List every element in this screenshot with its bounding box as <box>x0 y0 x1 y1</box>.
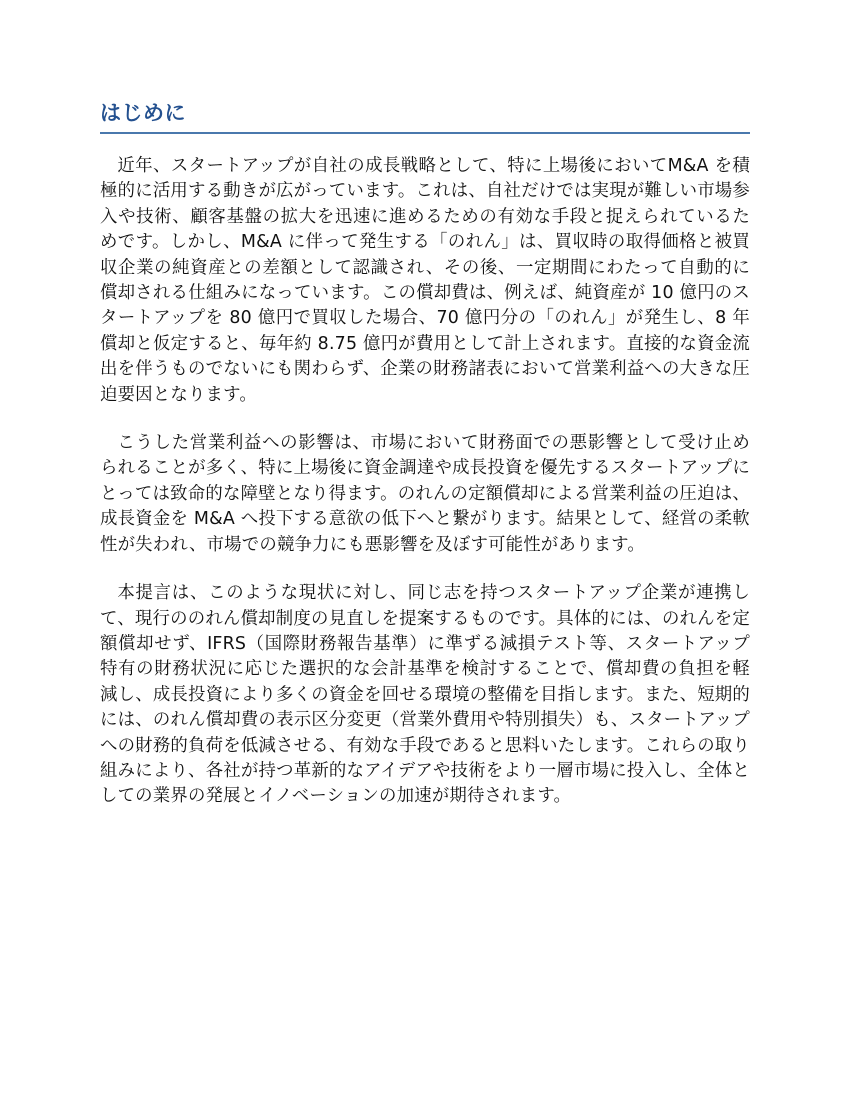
paragraph-2: こうした営業利益への影響は、市場において財務面での悪影響として受け止められることが多く、特に上場後に資金調達や成長投資を優先するスタートアップにとっては致命的な障壁となり得ます。のれんの定額償却による営業利益の圧迫は、成長資金を M&A へ投下する意欲の低下へと繋がります。結果として、経営の柔軟性が失われ、市場での競争力にも悪影響を及ぼす可能性があります。 <box>100 433 750 555</box>
document-page <box>100 0 750 833</box>
section-heading: はじめに <box>100 0 750 134</box>
paragraph-1: 近年、スタートアップが自社の成長戦略として、特に上場後においてM&A を積極的に活用する動きが広がっています。これは、自社だけでは実現が難しい市場参入や技術、顧客基盤の拡大を迅速に進めるための有効な手段と捉えられているためです。しかし、M&A に伴って発生する「のれん」は、買収時の取得価格と被買収企業の純資産との差額として認識され、その後、一定期間にわたって自動的に償却される仕組みになっています。この償却費は、例えば、純資産が 10 億円のスタートアップを 80 億円で買収した場合、70 億円分の「のれん」が発生し、8 年償却と仮定すると、毎年約 8.75 億円が費用として計上されます。直接的な資金流出を伴うものでないにも関わらず、企業の財務諸表において営業利益への大きな圧迫要因となります。 <box>100 156 750 405</box>
paragraph-3: 本提言は、このような現状に対し、同じ志を持つスタートアップ企業が連携して、現行ののれん償却制度の見直しを提案するものです。具体的には、のれんを定額償却せず、IFRS（国際財務報告基準）に準ずる減損テスト等、スタートアップ特有の財務状況に応じた選択的な会計基準を検討することで、償却費の負担を軽減し、成長投資により多くの資金を回せる環境の整備を目指します。また、短期的には、のれん償却費の表示区分変更（営業外費用や特別損失）も、スタートアップへの財務的負荷を低減させる、有効な手段であると思料いたします。これらの取り組みにより、各社が持つ革新的なアイデアや技術をより一層市場に投入し、全体としての業界の発展とイノベーションの加速が期待されます。 <box>100 583 750 807</box>
body-text <box>100 154 750 810</box>
